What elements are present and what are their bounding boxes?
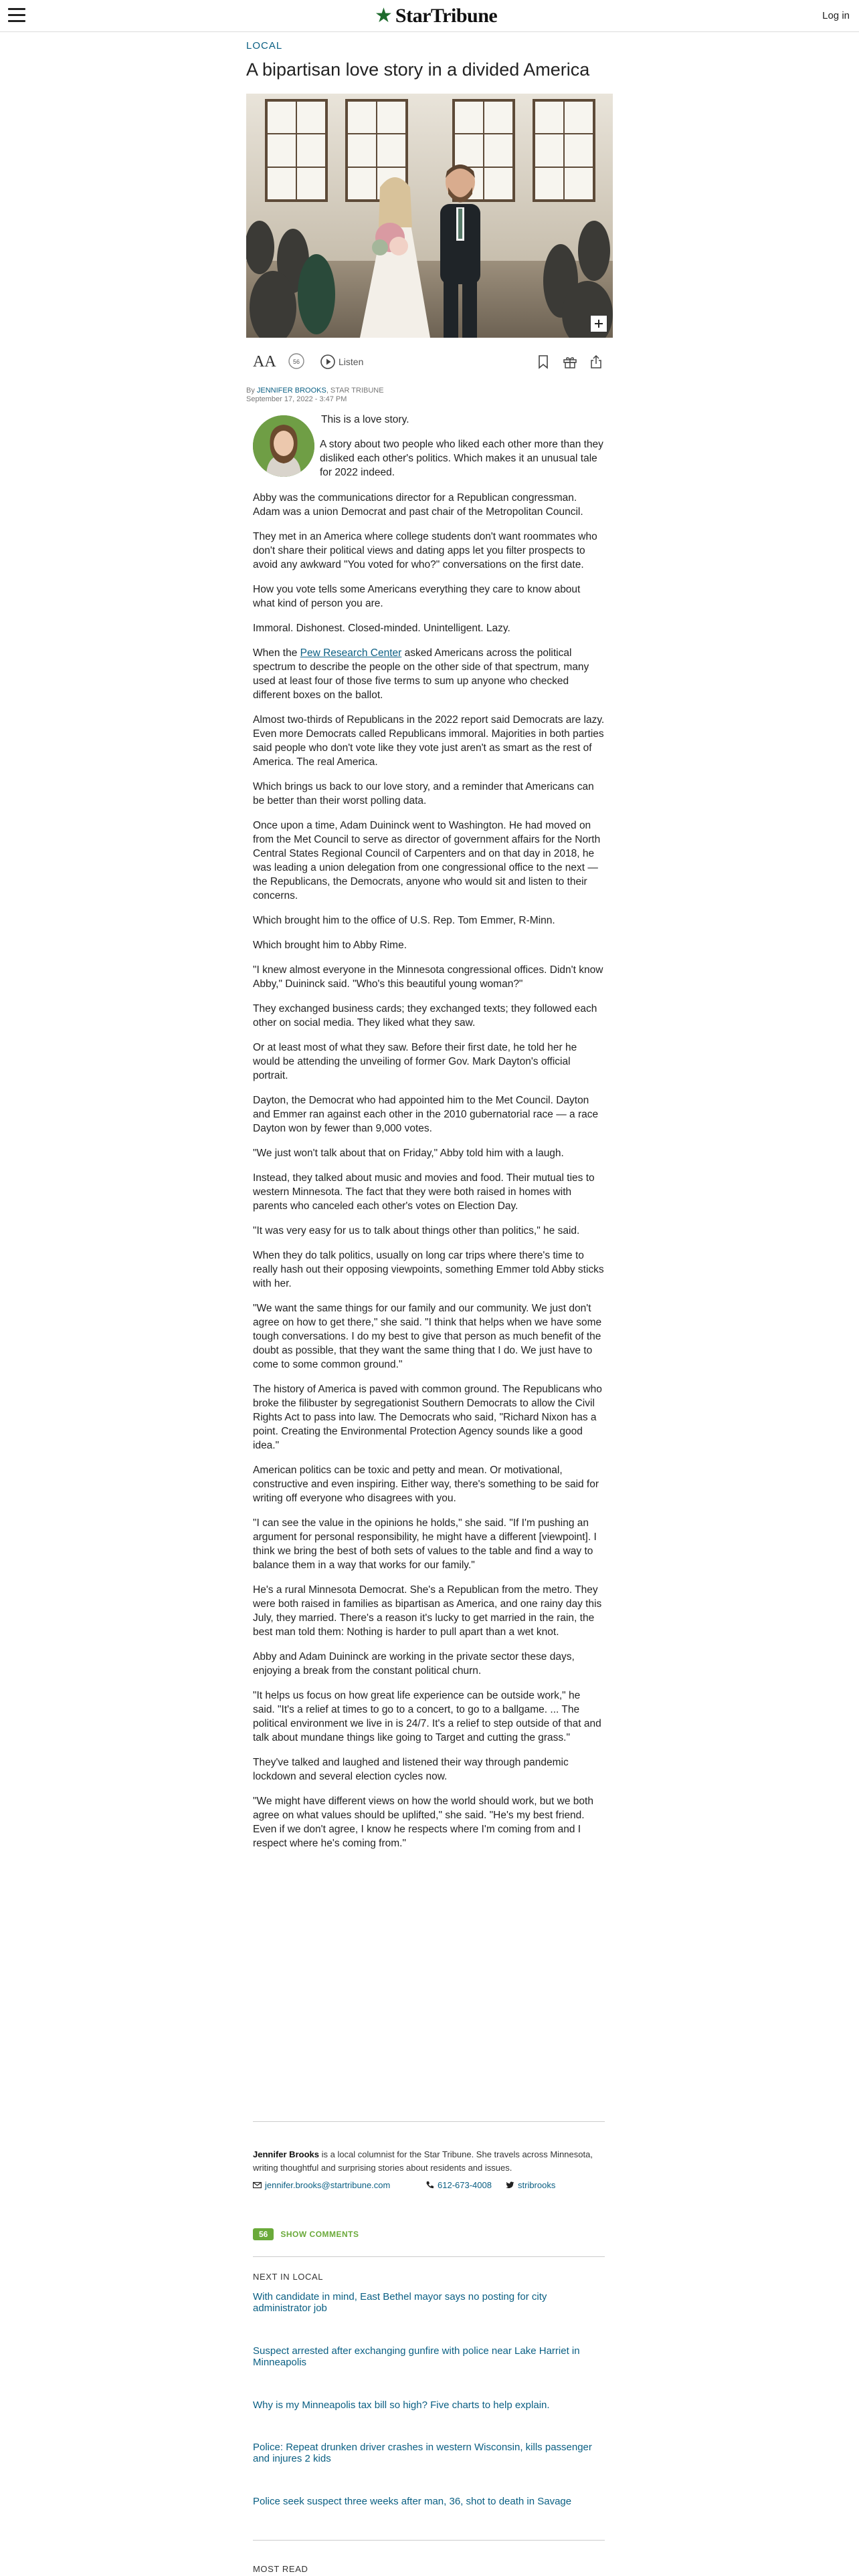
- paragraph: "We want the same things for our family and our community. We just don't agree on how to get there," she said. "I think that helps when we have some tough conversations. I do my best to give that person as much benefit of the doubt as possible, that they want the same thing that I do. We just have to come to some common ground.": [253, 1303, 602, 1370]
- bio-author-name: Jennifer Brooks: [253, 2149, 319, 2159]
- paragraph: "It was very easy for us to talk about things other than politics," he said.: [253, 1225, 580, 1237]
- byline-prefix: By: [246, 387, 255, 395]
- paragraph: How you vote tells some Americans everything they care to know about what kind of person you are.: [253, 584, 581, 609]
- paragraph: Immoral. Dishonest. Closed-minded. Unintelligent. Lazy.: [253, 623, 510, 634]
- hero-image[interactable]: [246, 94, 613, 338]
- paragraph: They met in an America where college students don't want roommates who don't share their political views and dating apps let you filter prospects to avoid any awkward "You voted for who?" conversations on the first date.: [253, 531, 597, 570]
- paragraph: He's a rural Minnesota Democrat. She's a Republican from the metro. They were both raised in families as bipartisan as America, and one rainy day this July, they married. There's a reason it's lucky to get married in the rain, the best man told them: Nothing is harder to pull apart than a wet knot.: [253, 1584, 602, 1638]
- plus-icon: [593, 318, 605, 330]
- comments-button[interactable]: [286, 350, 306, 373]
- wedding-photo: [246, 94, 613, 338]
- comments-row: [253, 2228, 359, 2241]
- listen-button[interactable]: [320, 350, 363, 373]
- text-size-button[interactable]: [253, 350, 276, 373]
- phone-link[interactable]: [425, 2180, 492, 2190]
- paragraph: "I knew almost everyone in the Minnesota congressional offices. Didn't know Abby," Duininck said. "Who's this beautiful young woman?": [253, 964, 603, 990]
- text-size-label: AA: [253, 352, 276, 370]
- email-address: jennifer.brooks@startribune.com: [265, 2180, 391, 2190]
- paragraph: [253, 646, 605, 702]
- twitter-handle: stribrooks: [518, 2180, 556, 2190]
- login-link[interactable]: Log in: [822, 10, 850, 21]
- expand-image-button[interactable]: [590, 315, 607, 332]
- twitter-icon: [506, 2181, 514, 2189]
- article-body-continued: [253, 713, 605, 1850]
- paragraph-text: asked Americans across the political spectrum to describe the people on the other side of that spectrum, many used at least four of those five terms to sum up anyone who checked different boxes on the ballot.: [253, 647, 589, 701]
- paragraph: Which brought him to the office of U.S. Rep. Tom Emmer, R-Minn.: [253, 915, 555, 926]
- divider: [253, 2540, 605, 2541]
- author-link[interactable]: JENNIFER BROOKS: [256, 387, 326, 395]
- paragraph: Dayton, the Democrat who had appointed him to the Met Council. Dayton and Emmer ran against each other in the 2010 gubernatorial race — a race Dayton won by fewer than 9,000 votes.: [253, 1095, 599, 1134]
- paragraph: "I can see the value in the opinions he holds," she said. "If I'm pushing an argument for personal responsibility, he might have a different [viewpoint]. I think we bring the best of both sets of values to the table and find a way to balance them in a way that works for our family.": [253, 1517, 597, 1571]
- listen-label: Listen: [339, 356, 364, 367]
- show-comments-button[interactable]: SHOW COMMENTS: [280, 2230, 359, 2239]
- comment-bubble-icon: [286, 352, 306, 372]
- pew-research-link[interactable]: Pew Research Center: [300, 647, 402, 659]
- site-logo[interactable]: [375, 5, 497, 27]
- byline: [246, 386, 613, 395]
- share-button[interactable]: [589, 350, 603, 373]
- paragraph: The history of America is paved with common ground. The Republicans who broke the filibuster by segregationist Southern Democrats to allow the Civil Rights Act to pass into law. The Democrats who said, "Richard Nixon has a point. Creating the Environmental Protection Agency sounds like a good idea.": [253, 1384, 602, 1451]
- author-contacts: [253, 2180, 605, 2193]
- bookmark-icon: [537, 354, 550, 370]
- paragraph: Abby and Adam Duininck are working in the private sector these days, enjoying a break from the constant political churn.: [253, 1651, 575, 1677]
- next-story-link[interactable]: Police: Repeat drunken driver crashes in western Wisconsin, kills passenger and injures 2 kids: [253, 2442, 592, 2464]
- comment-count-badge[interactable]: 56: [253, 2228, 274, 2240]
- share-icon: [589, 354, 603, 370]
- email-link[interactable]: [253, 2180, 390, 2190]
- paragraph: They've talked and laughed and listened their way through pandemic lockdown and several election cycles now.: [253, 1757, 569, 1782]
- bio-text: is a local columnist for the Star Tribune. She travels across Minnesota, writing thoughtful and surprising stories about residents and issues.: [253, 2149, 593, 2173]
- phone-icon: [425, 2181, 434, 2189]
- paragraph: "It helps us focus on how great life experience can be outside work," he said. "It's a relief at times to go to a concert, to go to a ballgame. ... The political environment we live in is 24/7. It's a relief to step outside of that and talk about mundane things like going to Target and cutting the grass.": [253, 1690, 601, 1743]
- section-label[interactable]: LOCAL: [246, 40, 283, 51]
- paragraph: When they do talk politics, usually on long car trips where there's time to really hash out their opposing viewpoints, something Emmer told Abby sticks with her.: [253, 1250, 604, 1289]
- next-story-link[interactable]: With candidate in mind, East Bethel mayor says no posting for city administrator job: [253, 2291, 547, 2314]
- paragraph: American politics can be toxic and petty and mean. Or motivational, constructive and even inspiring. Either way, there's something to be said for writing off everyone who disagrees with you.: [253, 1465, 599, 1504]
- paragraph: [253, 437, 605, 479]
- paragraph: Which brings us back to our love story, and a reminder that Americans can be better than their worst polling data.: [253, 781, 594, 807]
- paragraph: Instead, they talked about music and movies and food. Their mutual ties to western Minnesota. The fact that they were both raised in homes with parents who canceled each other's votes on Election Day.: [253, 1172, 595, 1212]
- paragraph: Almost two-thirds of Republicans in the 2022 report said Democrats are lazy. Even more Democrats called Republicans immoral. Majorities in both parties said people who don't vote like they vote just aren't as smart as the rest of America. The real America.: [253, 714, 605, 768]
- outlet-name: , STAR TRIBUNE: [326, 387, 384, 395]
- gift-article-button[interactable]: [562, 350, 578, 373]
- publish-date: September 17, 2022 - 3:47 PM: [246, 395, 347, 403]
- next-story-link[interactable]: Why is my Minneapolis tax bill so high? Five charts to help explain.: [253, 2399, 550, 2411]
- menu-icon[interactable]: [8, 8, 25, 23]
- paragraph: Or at least most of what they saw. Before their first date, he told her he would be attending the unveiling of former Gov. Mark Dayton's official portrait.: [253, 1042, 577, 1081]
- divider: [253, 2256, 605, 2257]
- paragraph: Which brought him to Abby Rime.: [253, 940, 407, 951]
- logo-wordmark: StarTribune: [395, 5, 498, 27]
- paragraph: "We might have different views on how the world should work, but we both agree on what values should be uplifted," she said. "He's my best friend. Even if we don't agree, I know he respects where I'm coming from and I respect where he's coming from.": [253, 1796, 593, 1849]
- email-icon: [253, 2181, 262, 2189]
- paragraph: Once upon a time, Adam Duininck went to Washington. He had moved on from the Met Council to serve as director of government affairs for the North Central States Regional Council of Carpenters and on that day in 2018, he was leading a union delegation from one congressional office to the next — the Republicans, the Democrats, anyone who would sit and listen to their concerns.: [253, 820, 601, 901]
- twitter-link[interactable]: [506, 2180, 555, 2190]
- paragraph: Abby was the communications director for a Republican congressman. Adam was a union Democrat and past chair of the Metropolitan Council.: [253, 492, 583, 518]
- next-in-local-heading: NEXT IN LOCAL: [253, 2272, 324, 2282]
- gift-icon: [562, 354, 578, 370]
- paragraph: This is a love story.: [321, 414, 409, 425]
- site-header: [0, 0, 859, 32]
- star-icon: ★: [375, 5, 393, 27]
- phone-number: 612-673-4008: [438, 2180, 492, 2190]
- most-read-heading: MOST READ: [253, 2564, 308, 2574]
- article-headline: A bipartisan love story in a divided America: [246, 60, 590, 80]
- article-tools: [246, 350, 613, 373]
- paragraph: "We just won't talk about that on Friday," Abby told him with a laugh.: [253, 1148, 564, 1159]
- paragraph-text: When the: [253, 647, 300, 659]
- paragraph-text: A story about two people who liked each other more than they disliked each other's politics. Which makes it an unusual tale for 2022 indeed.: [320, 439, 603, 478]
- next-story-link[interactable]: Suspect arrested after exchanging gunfire with police near Lake Harriet in Minneapolis: [253, 2345, 580, 2368]
- play-icon: [320, 354, 336, 370]
- paragraph: They exchanged business cards; they exchanged texts; they followed each other on social media. They liked what they saw.: [253, 1003, 597, 1029]
- author-bio: [253, 2148, 605, 2175]
- comment-count-small: 56: [292, 358, 300, 365]
- next-story-link[interactable]: Police seek suspect three weeks after man, 36, shot to death in Savage: [253, 2496, 572, 2507]
- bookmark-button[interactable]: [537, 350, 550, 373]
- article-body: [253, 413, 605, 1861]
- divider: [253, 2121, 605, 2122]
